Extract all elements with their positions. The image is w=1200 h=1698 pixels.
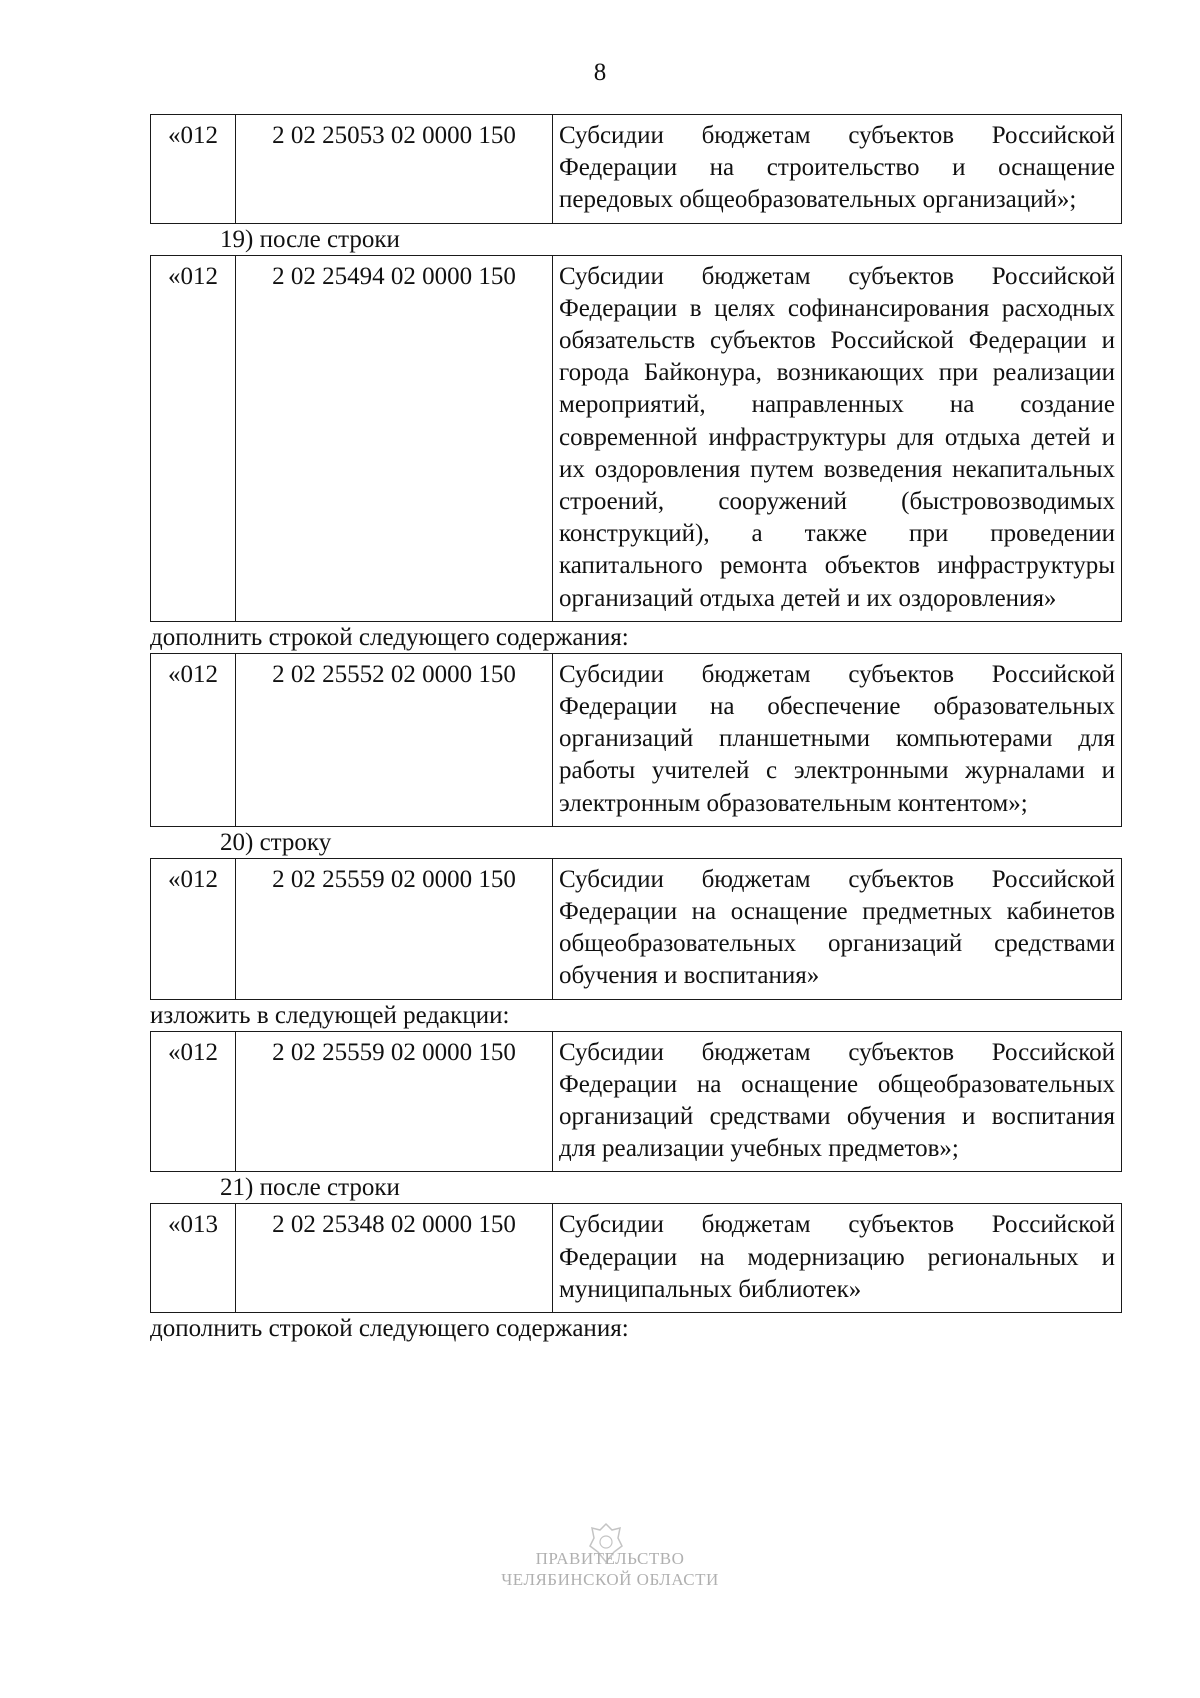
table-row [151, 1204, 1122, 1313]
admin-code-cell: «012 [151, 255, 236, 621]
table-row [151, 1031, 1122, 1172]
admin-code-cell: «012 [151, 1031, 236, 1172]
revenue-name-cell: Субсидии бюджетам субъектов Российской Федерации на модернизацию региональных и муниципальных библиотек» [553, 1204, 1122, 1313]
budget-code-table-5 [150, 1031, 1122, 1173]
budget-code-table-4 [150, 858, 1122, 1000]
revenue-name-cell: Субсидии бюджетам субъектов Российской Федерации на строительство и оснащение передовых общеобразовательных организаций»; [553, 115, 1122, 224]
amendment-instruction: 20) строку [220, 828, 332, 856]
government-watermark-stamp [460, 1548, 760, 1590]
table-row [151, 255, 1122, 621]
page-number: 8 [593, 59, 607, 86]
table-row [151, 115, 1122, 224]
watermark-line-1: ПРАВИТЕЛЬСТВО [535, 1549, 685, 1568]
table-row [151, 653, 1122, 826]
budget-code-table-1 [150, 114, 1122, 224]
budget-code-cell: 2 02 25559 02 0000 150 [236, 1031, 553, 1172]
admin-code-cell: «013 [151, 1204, 236, 1313]
revenue-name-cell: Субсидии бюджетам субъектов Российской Федерации на оснащение предметных кабинетов общеобразовательных организаций средствами обучения и воспитания» [553, 858, 1122, 999]
admin-code-cell: «012 [151, 858, 236, 999]
amendment-instruction: изложить в следующей редакции: [150, 1001, 510, 1029]
budget-code-table-3 [150, 653, 1122, 827]
budget-code-cell: 2 02 25494 02 0000 150 [236, 255, 553, 621]
document-body [150, 114, 1122, 1344]
amendment-instruction: дополнить строкой следующего содержания: [150, 623, 629, 651]
amendment-instruction: 21) после строки [220, 1174, 400, 1202]
budget-code-table-2 [150, 255, 1122, 622]
revenue-name-cell: Субсидии бюджетам субъектов Российской Федерации на обеспечение образовательных организаций планшетными компьютерами для работы учителей с электронными журналами и электронным образовательным контентом»; [553, 653, 1122, 826]
table-row [151, 858, 1122, 999]
budget-code-cell: 2 02 25348 02 0000 150 [236, 1204, 553, 1313]
amendment-instruction: 19) после строки [220, 225, 400, 253]
watermark-line-2: ЧЕЛЯБИНСКОЙ ОБЛАСТИ [501, 1570, 719, 1589]
revenue-name-cell: Субсидии бюджетам субъектов Российской Федерации в целях софинансирования расходных обязательств субъектов Российской Федерации и города Байконура, возникающих при реализации мероприятий, направленных на создание современной инфраструктуры для отдыха детей и их оздоровления путем возведения некапитальных строений, сооружений (быстровозводимых конструкций), а также при проведении капитального ремонта объектов инфраструктуры организаций отдыха детей и их оздоровления» [553, 255, 1122, 621]
budget-code-table-6 [150, 1203, 1122, 1313]
budget-code-cell: 2 02 25053 02 0000 150 [236, 115, 553, 224]
budget-code-cell: 2 02 25559 02 0000 150 [236, 858, 553, 999]
revenue-name-cell: Субсидии бюджетам субъектов Российской Федерации на оснащение общеобразовательных организаций средствами обучения и воспитания для реализации учебных предметов»; [553, 1031, 1122, 1172]
budget-code-cell: 2 02 25552 02 0000 150 [236, 653, 553, 826]
amendment-instruction: дополнить строкой следующего содержания: [150, 1315, 629, 1343]
admin-code-cell: «012 [151, 115, 236, 224]
admin-code-cell: «012 [151, 653, 236, 826]
